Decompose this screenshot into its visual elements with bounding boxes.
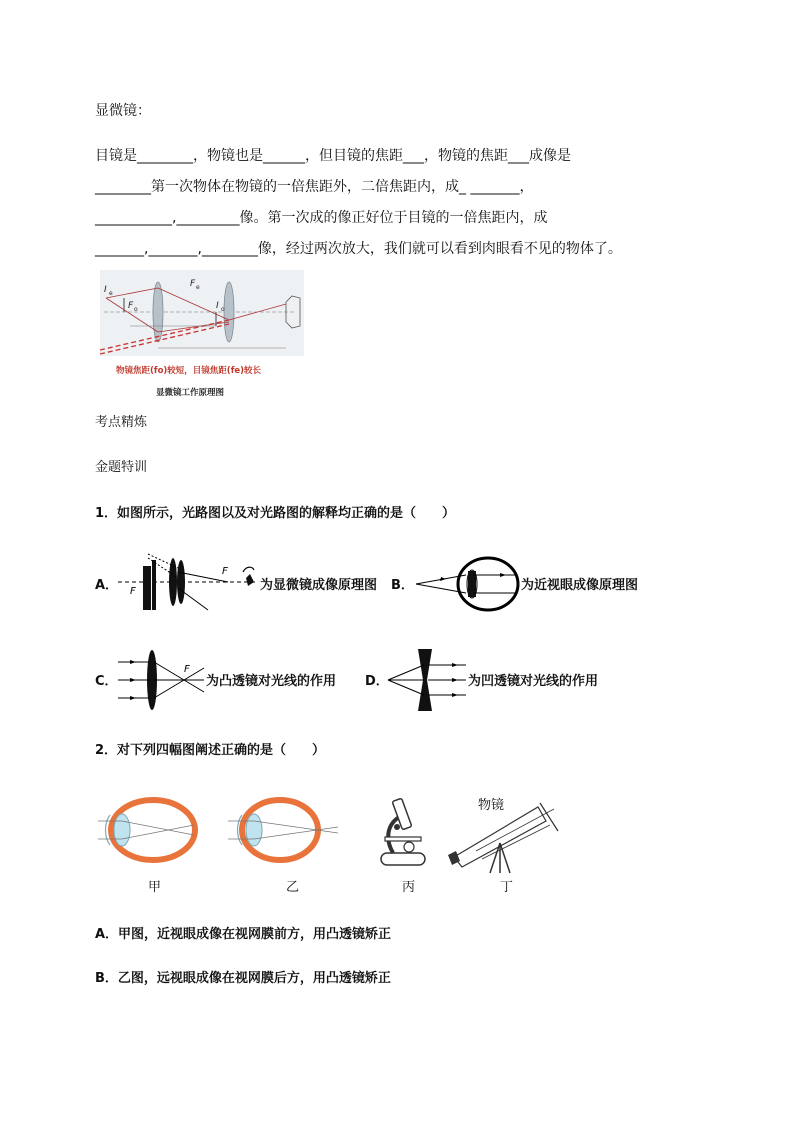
q2-label-ding: 丁 <box>500 880 514 895</box>
label-io: I <box>216 301 219 311</box>
label-f: F <box>222 566 228 577</box>
q1-stem: 1．如图所示，光路图以及对光路图的解释均正确的是（ ） <box>95 506 456 521</box>
label-io-sub: o <box>221 306 225 313</box>
q1-option-c-figure <box>118 648 206 712</box>
label-fe-sub: e <box>196 284 200 291</box>
q1-option-b-figure <box>416 555 521 613</box>
q1-option-b-text: 为近视眼成像原理图 <box>521 578 639 593</box>
microscope-diagram <box>96 268 306 402</box>
kaodian-heading: 考点精炼 <box>95 415 148 430</box>
fill-line-2: ________第一次物体在物镜的一倍焦距外，二倍焦距内，成_ _______， <box>95 179 534 195</box>
fill-line-4: _______,_______,________像，经过两次放大，我们就可以看到肉眼看不见的物体了。 <box>95 241 622 257</box>
q1-option-d-label: D． <box>365 674 389 689</box>
label-ie-sub: e <box>109 290 113 297</box>
label-fe: F <box>190 279 196 289</box>
q2-objective-label: 物镜 <box>478 798 505 813</box>
q1-option-d-figure <box>388 647 468 713</box>
fill-line-3: ___________,_________像。第一次成的像正好位于目镜的一倍焦距内，成 <box>95 210 548 226</box>
q1-option-a-label: A． <box>95 578 119 593</box>
microscope-caption-red: 物镜焦距(fo)较短，目镜焦距(fe)较长 <box>116 366 262 376</box>
label-f-c: F <box>184 664 190 675</box>
fill-line-1: 目镜是________，物镜也是______，但目镜的焦距___，物镜的焦距___成像是 <box>95 148 571 164</box>
q2-stem: 2．对下列四幅图阐述正确的是（ ） <box>95 743 326 758</box>
q1-option-a-text: 为显微镜成像原理图 <box>260 578 378 593</box>
q2-figure-yi <box>228 797 340 863</box>
section-title: 显微镜： <box>95 103 151 119</box>
q1-option-c-text: 为凸透镜对光线的作用 <box>206 674 337 689</box>
q2-label-bing: 丙 <box>402 880 416 895</box>
microscope-caption: 显微镜工作原理图 <box>156 388 225 398</box>
svg-text:F: F <box>130 586 136 597</box>
q2-option-b: B．乙图，远视眼成像在视网膜后方，用凸透镜矫正 <box>95 971 391 986</box>
label-fo: F <box>128 301 134 311</box>
microscope-principle-figure <box>96 268 306 402</box>
q2-option-a: A．甲图，近视眼成像在视网膜前方，用凸透镜矫正 <box>95 927 392 942</box>
jinti-heading: 金题特训 <box>95 460 148 475</box>
q2-figure-ding-telescope <box>446 795 562 875</box>
q2-label-jia: 甲 <box>148 880 162 895</box>
q1-option-c-label: C． <box>95 674 118 689</box>
q2-figure-bing-microscope <box>375 793 435 869</box>
q1-option-a-figure <box>118 548 263 620</box>
q1-option-b-label: B． <box>391 578 414 593</box>
q2-label-yi: 乙 <box>286 880 300 895</box>
q2-figure-jia <box>98 797 210 863</box>
label-ie: I <box>104 285 107 295</box>
q1-option-d-text: 为凹透镜对光线的作用 <box>468 674 599 689</box>
label-fo-sub: o <box>134 306 138 313</box>
